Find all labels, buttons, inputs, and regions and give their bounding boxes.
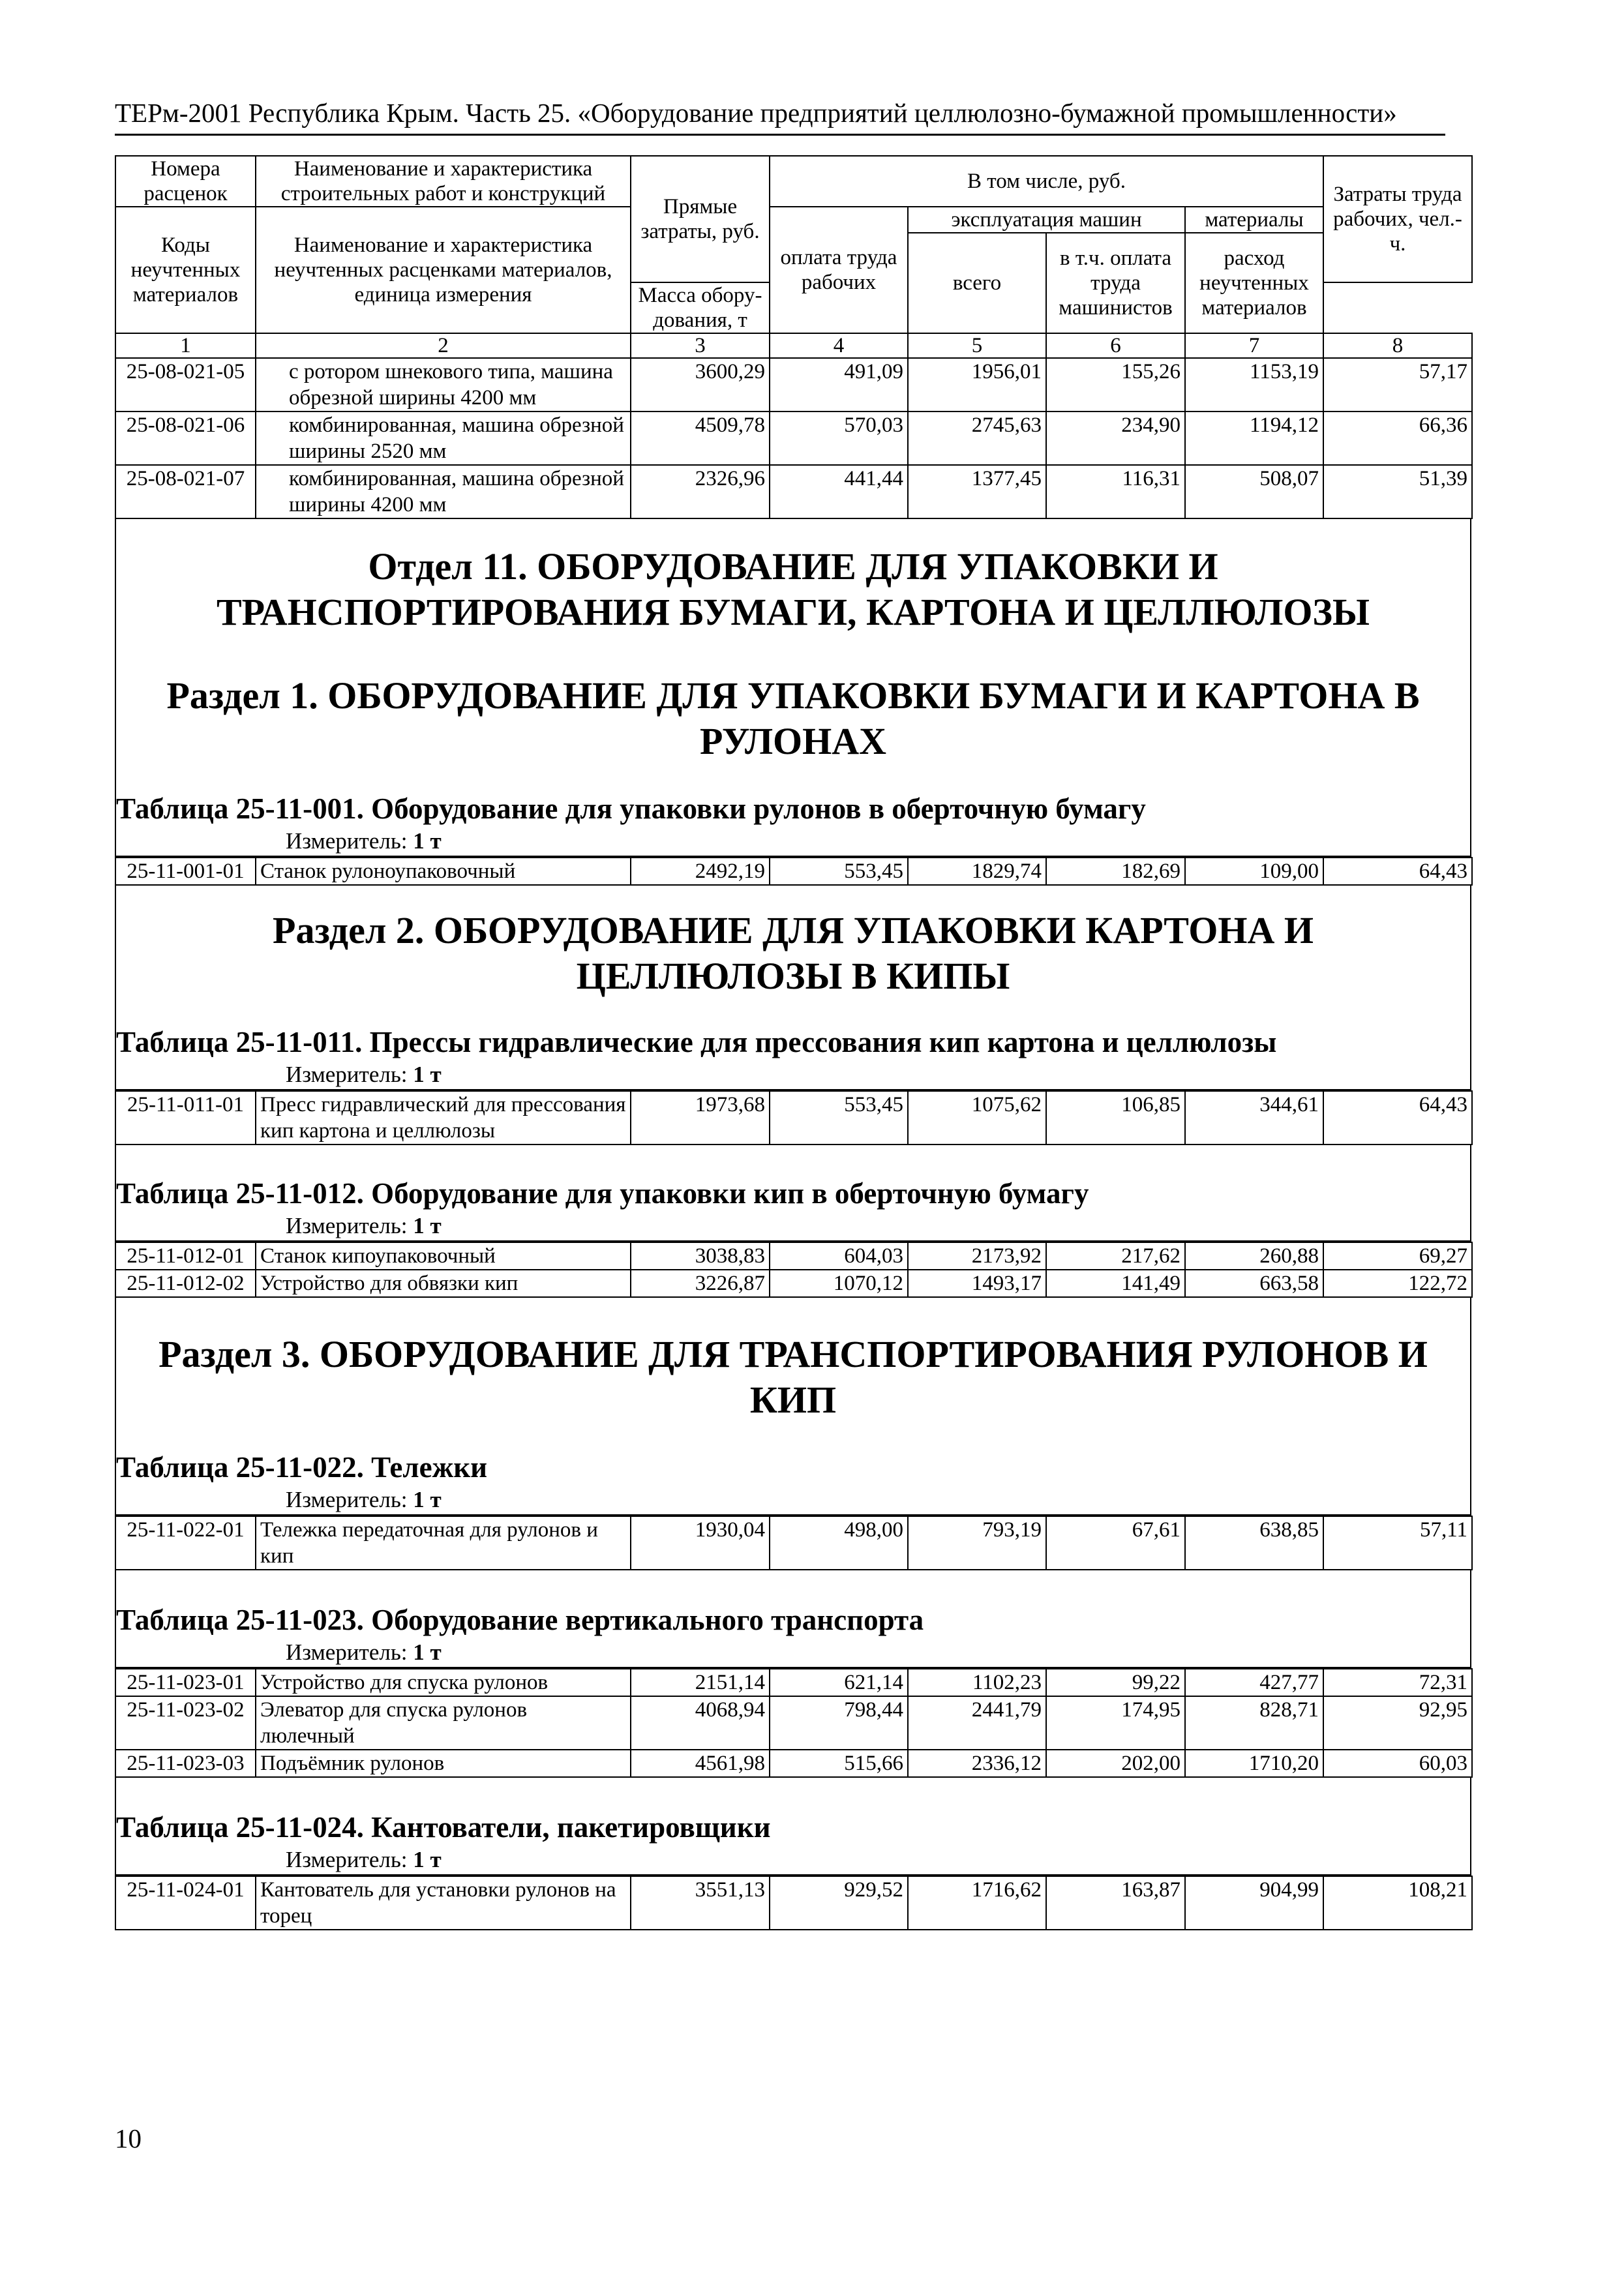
header-total: всего xyxy=(908,233,1046,333)
rate-code: 25-08-021-07 xyxy=(115,465,256,518)
rate-name: с ротором шнекового типа, машина обрезной ширины 4200 мм xyxy=(256,358,631,411)
machine-total: 1377,45 xyxy=(908,465,1046,518)
measure-label: Измеритель: xyxy=(286,828,408,854)
table-row xyxy=(115,465,1472,518)
table-title-023: Таблица 25-11-023. Оборудование вертикального транспорта xyxy=(116,1604,924,1636)
table-title-011: Таблица 25-11-011. Прессы гидравлические для прессования кип картона и целлюлозы xyxy=(116,1026,1277,1058)
header-machine-operation: эксплуатация машин xyxy=(908,207,1185,233)
table-023 xyxy=(115,1668,1473,1778)
machine-total: 1075,62 xyxy=(908,1091,1046,1144)
rate-name: комбинированная, машина обрезной ширины 2520 мм xyxy=(256,411,631,465)
labor-hours: 51,39 xyxy=(1323,465,1472,518)
rate-code: 25-11-011-01 xyxy=(115,1091,256,1144)
operator-pay: 67,61 xyxy=(1046,1516,1185,1570)
column-number: 1 xyxy=(115,333,256,358)
rate-name: Станок рулоноупаковочный xyxy=(256,858,631,885)
table-title-001: Таблица 25-11-001. Оборудование для упаковки рулонов в оберточную бумагу xyxy=(116,792,1146,825)
header-work-name: Наименование и характеристика строительных работ и конструкций xyxy=(256,156,631,207)
direct-costs: 3226,87 xyxy=(631,1270,770,1297)
materials-cost: 1710,20 xyxy=(1185,1750,1323,1777)
materials-cost: 638,85 xyxy=(1185,1516,1323,1570)
table-011 xyxy=(115,1090,1473,1145)
machine-total: 793,19 xyxy=(908,1516,1046,1570)
section-frame xyxy=(115,886,1471,1090)
header-unaccounted-materials: расход неучтенных материалов xyxy=(1185,233,1323,333)
operator-pay: 141,49 xyxy=(1046,1270,1185,1297)
table-012 xyxy=(115,1242,1473,1298)
table-row xyxy=(115,1696,1472,1750)
labor-hours: 64,43 xyxy=(1323,858,1472,885)
materials-cost: 427,77 xyxy=(1185,1669,1323,1696)
measure-label: Измеритель: xyxy=(286,1847,408,1872)
operator-pay: 202,00 xyxy=(1046,1750,1185,1777)
measure-label: Измеритель: xyxy=(286,1639,408,1665)
machine-total: 2745,63 xyxy=(908,411,1046,465)
rate-code: 25-11-022-01 xyxy=(115,1516,256,1570)
table-row xyxy=(115,1091,1472,1144)
column-number: 3 xyxy=(631,333,770,358)
table-001 xyxy=(115,857,1473,886)
rate-code: 25-08-021-06 xyxy=(115,411,256,465)
header-operator-pay: в т.ч. оплата труда машинистов xyxy=(1046,233,1185,333)
operator-pay: 174,95 xyxy=(1046,1696,1185,1750)
razdel-2-heading: Раздел 2. ОБОРУДОВАНИЕ ДЛЯ УПАКОВКИ КАРТОНА И ЦЕЛЛЮЛОЗЫ В КИПЫ xyxy=(273,909,1314,997)
machine-total: 2441,79 xyxy=(908,1696,1046,1750)
page-number: 10 xyxy=(115,2123,142,2153)
labor-hours: 57,11 xyxy=(1323,1516,1472,1570)
header-direct-costs: Прямые затраты, руб. xyxy=(631,156,770,282)
table-header xyxy=(115,156,1472,358)
header-material-name: Наименование и характеристика неучтенных расценками материалов, единица измерения xyxy=(256,207,631,333)
section-frame xyxy=(115,1570,1471,1668)
table-022-body xyxy=(115,1516,1472,1570)
direct-costs: 2326,96 xyxy=(631,465,770,518)
header-labor-costs: Затраты труда рабочих, чел.-ч. xyxy=(1323,156,1472,282)
measure-label: Измеритель: xyxy=(286,1062,408,1087)
direct-costs: 1930,04 xyxy=(631,1516,770,1570)
labor-hours: 92,95 xyxy=(1323,1696,1472,1750)
direct-costs: 3038,83 xyxy=(631,1242,770,1270)
measure-unit: 1 т xyxy=(413,1213,442,1238)
direct-costs: 2151,14 xyxy=(631,1669,770,1696)
rate-name: Устройство для обвязки кип xyxy=(256,1270,631,1297)
rate-code: 25-08-021-05 xyxy=(115,358,256,411)
column-number: 2 xyxy=(256,333,631,358)
table-011-body xyxy=(115,1091,1472,1144)
rate-name: Тележка передаточная для рулонов и кип xyxy=(256,1516,631,1570)
razdel-3-heading: Раздел 3. ОБОРУДОВАНИЕ ДЛЯ ТРАНСПОРТИРОВАНИЯ РУЛОНОВ И КИП xyxy=(158,1333,1428,1421)
column-number: 8 xyxy=(1323,333,1472,358)
table-023-body xyxy=(115,1669,1472,1777)
direct-costs: 3600,29 xyxy=(631,358,770,411)
labor-pay: 929,52 xyxy=(770,1876,908,1930)
measure-023 xyxy=(116,1638,1470,1667)
direct-costs: 4509,78 xyxy=(631,411,770,465)
table-022 xyxy=(115,1516,1473,1570)
header-materials: материалы xyxy=(1185,207,1323,233)
materials-cost: 663,58 xyxy=(1185,1270,1323,1297)
labor-pay: 1070,12 xyxy=(770,1270,908,1297)
rate-name: Пресс гидравлический для прессования кип картона и целлюлозы xyxy=(256,1091,631,1144)
labor-pay: 798,44 xyxy=(770,1696,908,1750)
labor-hours: 60,03 xyxy=(1323,1750,1472,1777)
machine-total: 1829,74 xyxy=(908,858,1046,885)
materials-cost: 1153,19 xyxy=(1185,358,1323,411)
top-rows xyxy=(115,358,1472,518)
table-row xyxy=(115,1516,1472,1570)
running-header: ТЕРм-2001 Республика Крым. Часть 25. «Оборудование предприятий целлюлозно-бумажной промышленности» xyxy=(115,98,1397,128)
table-title-012: Таблица 25-11-012. Оборудование для упаковки кип в оберточную бумагу xyxy=(116,1177,1089,1210)
materials-cost: 109,00 xyxy=(1185,858,1323,885)
header-equipment-mass: Масса обору-дования, т xyxy=(631,282,770,333)
table-row xyxy=(115,1242,1472,1270)
measure-unit: 1 т xyxy=(413,1487,442,1512)
column-number: 6 xyxy=(1046,333,1185,358)
section-frame xyxy=(115,1778,1471,1876)
machine-total: 1716,62 xyxy=(908,1876,1046,1930)
header-rule xyxy=(115,134,1445,136)
table-row xyxy=(115,1270,1472,1297)
table-row xyxy=(115,358,1472,411)
rate-name: Элеватор для спуска рулонов люлечный xyxy=(256,1696,631,1750)
table-row xyxy=(115,1669,1472,1696)
measure-unit: 1 т xyxy=(413,828,442,854)
operator-pay: 234,90 xyxy=(1046,411,1185,465)
machine-total: 2173,92 xyxy=(908,1242,1046,1270)
direct-costs: 3551,13 xyxy=(631,1876,770,1930)
labor-hours: 108,21 xyxy=(1323,1876,1472,1930)
labor-pay: 621,14 xyxy=(770,1669,908,1696)
razdel-1-heading: Раздел 1. ОБОРУДОВАНИЕ ДЛЯ УПАКОВКИ БУМАГИ И КАРТОНА В РУЛОНАХ xyxy=(166,674,1420,762)
header-including: В том числе, руб. xyxy=(770,156,1323,207)
measure-011 xyxy=(116,1060,1470,1089)
direct-costs: 2492,19 xyxy=(631,858,770,885)
table-012-body xyxy=(115,1242,1472,1297)
materials-cost: 260,88 xyxy=(1185,1242,1323,1270)
direct-costs: 4068,94 xyxy=(631,1696,770,1750)
labor-pay: 553,45 xyxy=(770,858,908,885)
table-row xyxy=(115,1750,1472,1777)
table-title-022: Таблица 25-11-022. Тележки xyxy=(116,1451,488,1484)
operator-pay: 116,31 xyxy=(1046,465,1185,518)
operator-pay: 106,85 xyxy=(1046,1091,1185,1144)
table-024-body xyxy=(115,1876,1472,1930)
measure-unit: 1 т xyxy=(413,1847,442,1872)
machine-total: 1956,01 xyxy=(908,358,1046,411)
header-rate-numbers: Номера расценок xyxy=(115,156,256,207)
rate-name: Устройство для спуска рулонов xyxy=(256,1669,631,1696)
rate-name: комбинированная, машина обрезной ширины 4200 мм xyxy=(256,465,631,518)
measure-012 xyxy=(116,1212,1470,1240)
materials-cost: 828,71 xyxy=(1185,1696,1323,1750)
labor-pay: 491,09 xyxy=(770,358,908,411)
column-number-row xyxy=(115,333,1472,358)
labor-pay: 515,66 xyxy=(770,1750,908,1777)
rate-name: Подъёмник рулонов xyxy=(256,1750,631,1777)
machine-total: 2336,12 xyxy=(908,1750,1046,1777)
rates-table xyxy=(115,155,1473,519)
labor-hours: 64,43 xyxy=(1323,1091,1472,1144)
labor-hours: 72,31 xyxy=(1323,1669,1472,1696)
labor-pay: 570,03 xyxy=(770,411,908,465)
section-frame xyxy=(115,519,1471,857)
rate-name: Станок кипоупаковочный xyxy=(256,1242,631,1270)
measure-024 xyxy=(116,1846,1470,1874)
rate-code: 25-11-012-02 xyxy=(115,1270,256,1297)
measure-label: Измеритель: xyxy=(286,1213,408,1238)
rate-code: 25-11-024-01 xyxy=(115,1876,256,1930)
labor-pay: 441,44 xyxy=(770,465,908,518)
direct-costs: 1973,68 xyxy=(631,1091,770,1144)
materials-cost: 344,61 xyxy=(1185,1091,1323,1144)
materials-cost: 508,07 xyxy=(1185,465,1323,518)
labor-hours: 66,36 xyxy=(1323,411,1472,465)
measure-unit: 1 т xyxy=(413,1639,442,1665)
labor-pay: 498,00 xyxy=(770,1516,908,1570)
table-title-024: Таблица 25-11-024. Кантователи, пакетировщики xyxy=(116,1811,771,1844)
section-frame xyxy=(115,1298,1471,1516)
direct-costs: 4561,98 xyxy=(631,1750,770,1777)
measure-unit: 1 т xyxy=(413,1062,442,1087)
materials-cost: 1194,12 xyxy=(1185,411,1323,465)
operator-pay: 182,69 xyxy=(1046,858,1185,885)
rate-code: 25-11-023-01 xyxy=(115,1669,256,1696)
operator-pay: 217,62 xyxy=(1046,1242,1185,1270)
rate-code: 25-11-023-02 xyxy=(115,1696,256,1750)
table-row xyxy=(115,1876,1472,1930)
table-row xyxy=(115,411,1472,465)
table-024 xyxy=(115,1876,1473,1930)
operator-pay: 163,87 xyxy=(1046,1876,1185,1930)
section-frame xyxy=(115,1145,1471,1242)
column-number: 7 xyxy=(1185,333,1323,358)
labor-pay: 604,03 xyxy=(770,1242,908,1270)
labor-pay: 553,45 xyxy=(770,1091,908,1144)
column-number: 5 xyxy=(908,333,1046,358)
table-row xyxy=(115,858,1472,885)
rate-name: Кантователь для установки рулонов на торец xyxy=(256,1876,631,1930)
operator-pay: 155,26 xyxy=(1046,358,1185,411)
rate-code: 25-11-012-01 xyxy=(115,1242,256,1270)
otdel-heading: Отдел 11. ОБОРУДОВАНИЕ ДЛЯ УПАКОВКИ И ТРАНСПОРТИРОВАНИЯ БУМАГИ, КАРТОНА И ЦЕЛЛЮЛОЗЫ xyxy=(216,545,1370,633)
table-001-body xyxy=(115,858,1472,885)
materials-cost: 904,99 xyxy=(1185,1876,1323,1930)
estimate-page xyxy=(115,155,1471,1930)
header-material-codes: Коды неучтенных материалов xyxy=(115,207,256,333)
machine-total: 1493,17 xyxy=(908,1270,1046,1297)
measure-001 xyxy=(116,827,1470,856)
machine-total: 1102,23 xyxy=(908,1669,1046,1696)
operator-pay: 99,22 xyxy=(1046,1669,1185,1696)
measure-label: Измеритель: xyxy=(286,1487,408,1512)
column-number: 4 xyxy=(770,333,908,358)
labor-hours: 57,17 xyxy=(1323,358,1472,411)
rate-code: 25-11-023-03 xyxy=(115,1750,256,1777)
labor-hours: 69,27 xyxy=(1323,1242,1472,1270)
measure-022 xyxy=(116,1486,1470,1514)
labor-hours: 122,72 xyxy=(1323,1270,1472,1297)
header-labor-pay: оплата труда рабочих xyxy=(770,207,908,333)
rate-code: 25-11-001-01 xyxy=(115,858,256,885)
